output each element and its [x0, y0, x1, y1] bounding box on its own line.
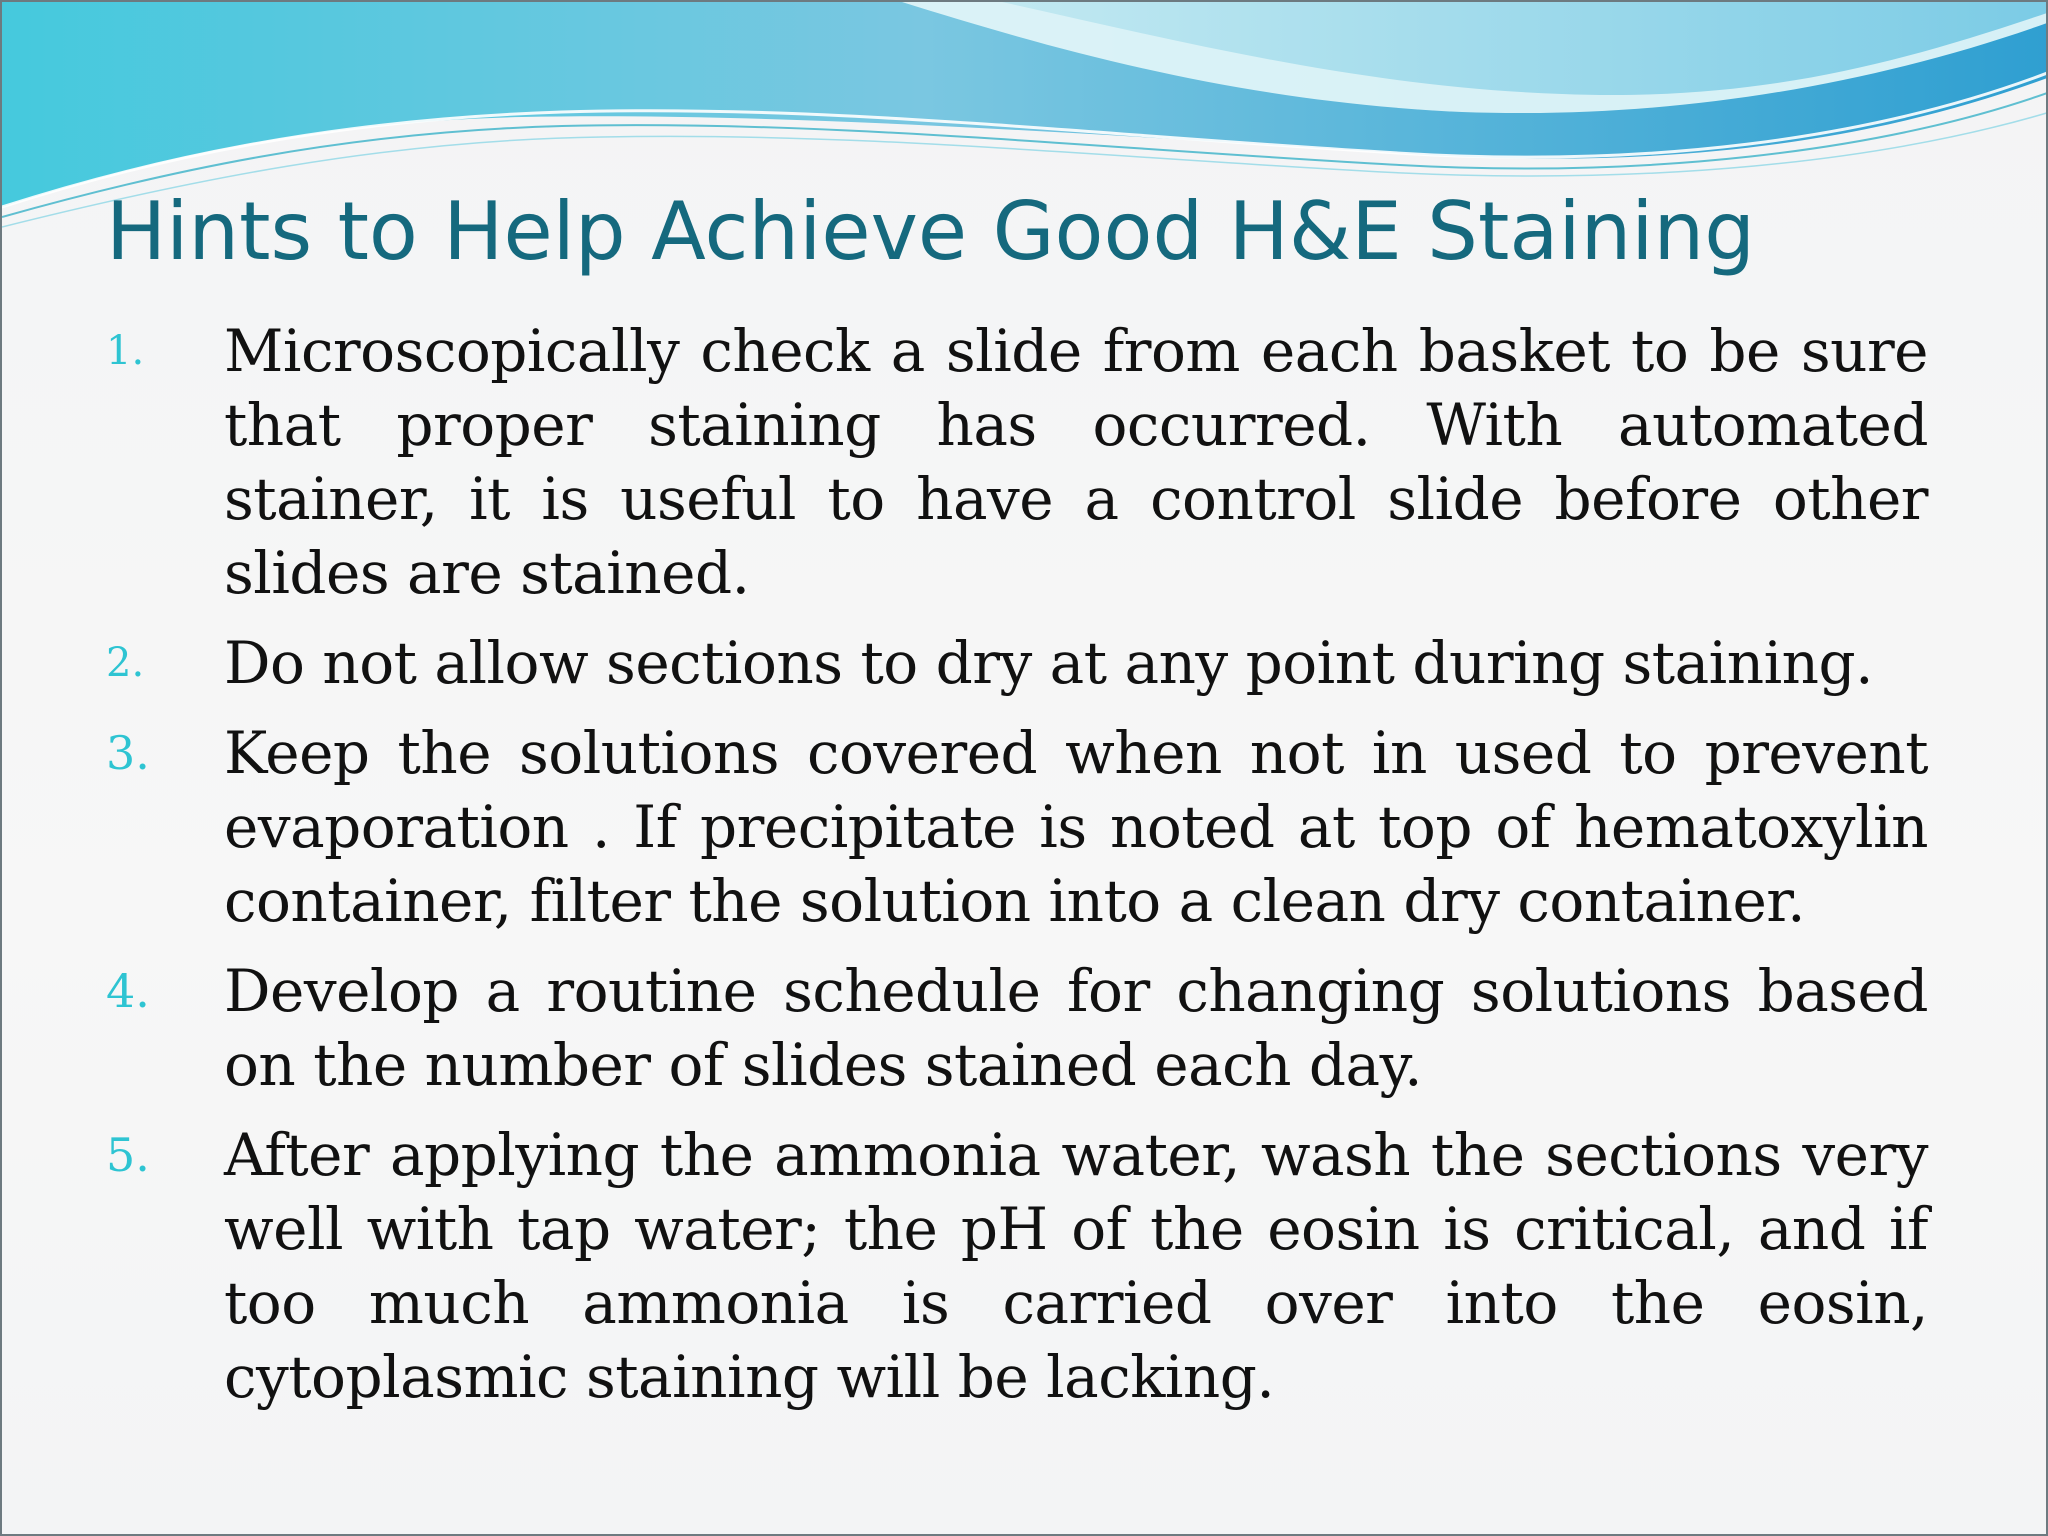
hint-item-3 [2, 716, 2048, 938]
hint-number: 4. [106, 964, 150, 1018]
hint-text: After applying the ammonia water, wash the sections very well with tap water; the pH of the eosin is critical, and if too much ammonia is carried over into the eosin, cytoplasmic staining will be lacking. [224, 1121, 1928, 1411]
hint-number: 2. [106, 640, 145, 686]
hint-item-4 [2, 954, 2048, 1102]
hint-number: 1. [106, 328, 145, 374]
hint-item-5 [2, 1118, 2048, 1414]
hint-list [2, 314, 2048, 1430]
hint-item-1 [2, 314, 2048, 610]
hint-number: 5. [106, 1128, 150, 1182]
hint-item-2 [2, 626, 2048, 700]
hint-text: Develop a routine schedule for changing solutions based on the number of slides stained each day. [224, 957, 1928, 1099]
hint-number: 3. [106, 726, 150, 780]
hint-text: Microscopically check a slide from each basket to be sure that proper staining has occurred. With automated stainer, it is useful to have a control slide before other slides are stained. [224, 317, 1928, 607]
slide-title: Hints to Help Achieve Good H&E Staining [106, 185, 1755, 278]
hint-text: Do not allow sections to dry at any point during staining. [224, 629, 1874, 697]
hint-text: Keep the solutions covered when not in used to prevent evaporation . If precipitate is noted at top of hematoxylin container, filter the solution into a clean dry container. [224, 719, 1928, 935]
